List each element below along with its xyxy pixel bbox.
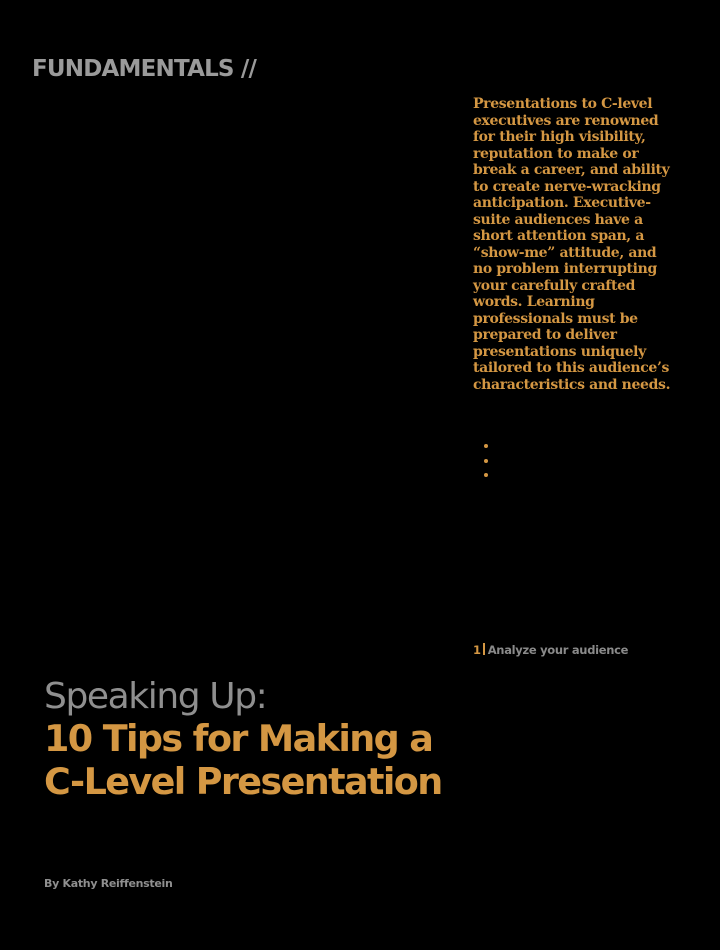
tip-heading (473, 642, 628, 658)
tip-number: 1 (473, 643, 481, 657)
dot-icon (484, 459, 488, 463)
article-title-line-2: 10 Tips for Making a (44, 717, 433, 760)
section-label: FUNDAMENTALS // (32, 56, 257, 82)
author-byline: By Kathy Reiffenstein (44, 877, 173, 890)
article-title-main (44, 717, 442, 803)
intro-paragraph: Presentations to C-level executives are renowned for their high visibility, reputation to make or break a career, and ability to create nerve-wracking anticipation. Executive-suite audiences have a short attention span, a “show-me” attitude, and no problem interrupting your carefully crafted words. Learning professionals must be prepared to deliver presentations uniquely tailored to this audience’s characteristics and needs. (473, 96, 671, 393)
dot-icon (484, 473, 488, 477)
tip-bar-divider (483, 643, 485, 655)
article-title-line-3: C-Level Presentation (44, 760, 442, 803)
dot-ellipsis-divider (484, 444, 490, 488)
dot-icon (484, 444, 488, 448)
tip-title: Analyze your audience (487, 643, 629, 657)
article-title-lead: Speaking Up: (44, 676, 267, 717)
